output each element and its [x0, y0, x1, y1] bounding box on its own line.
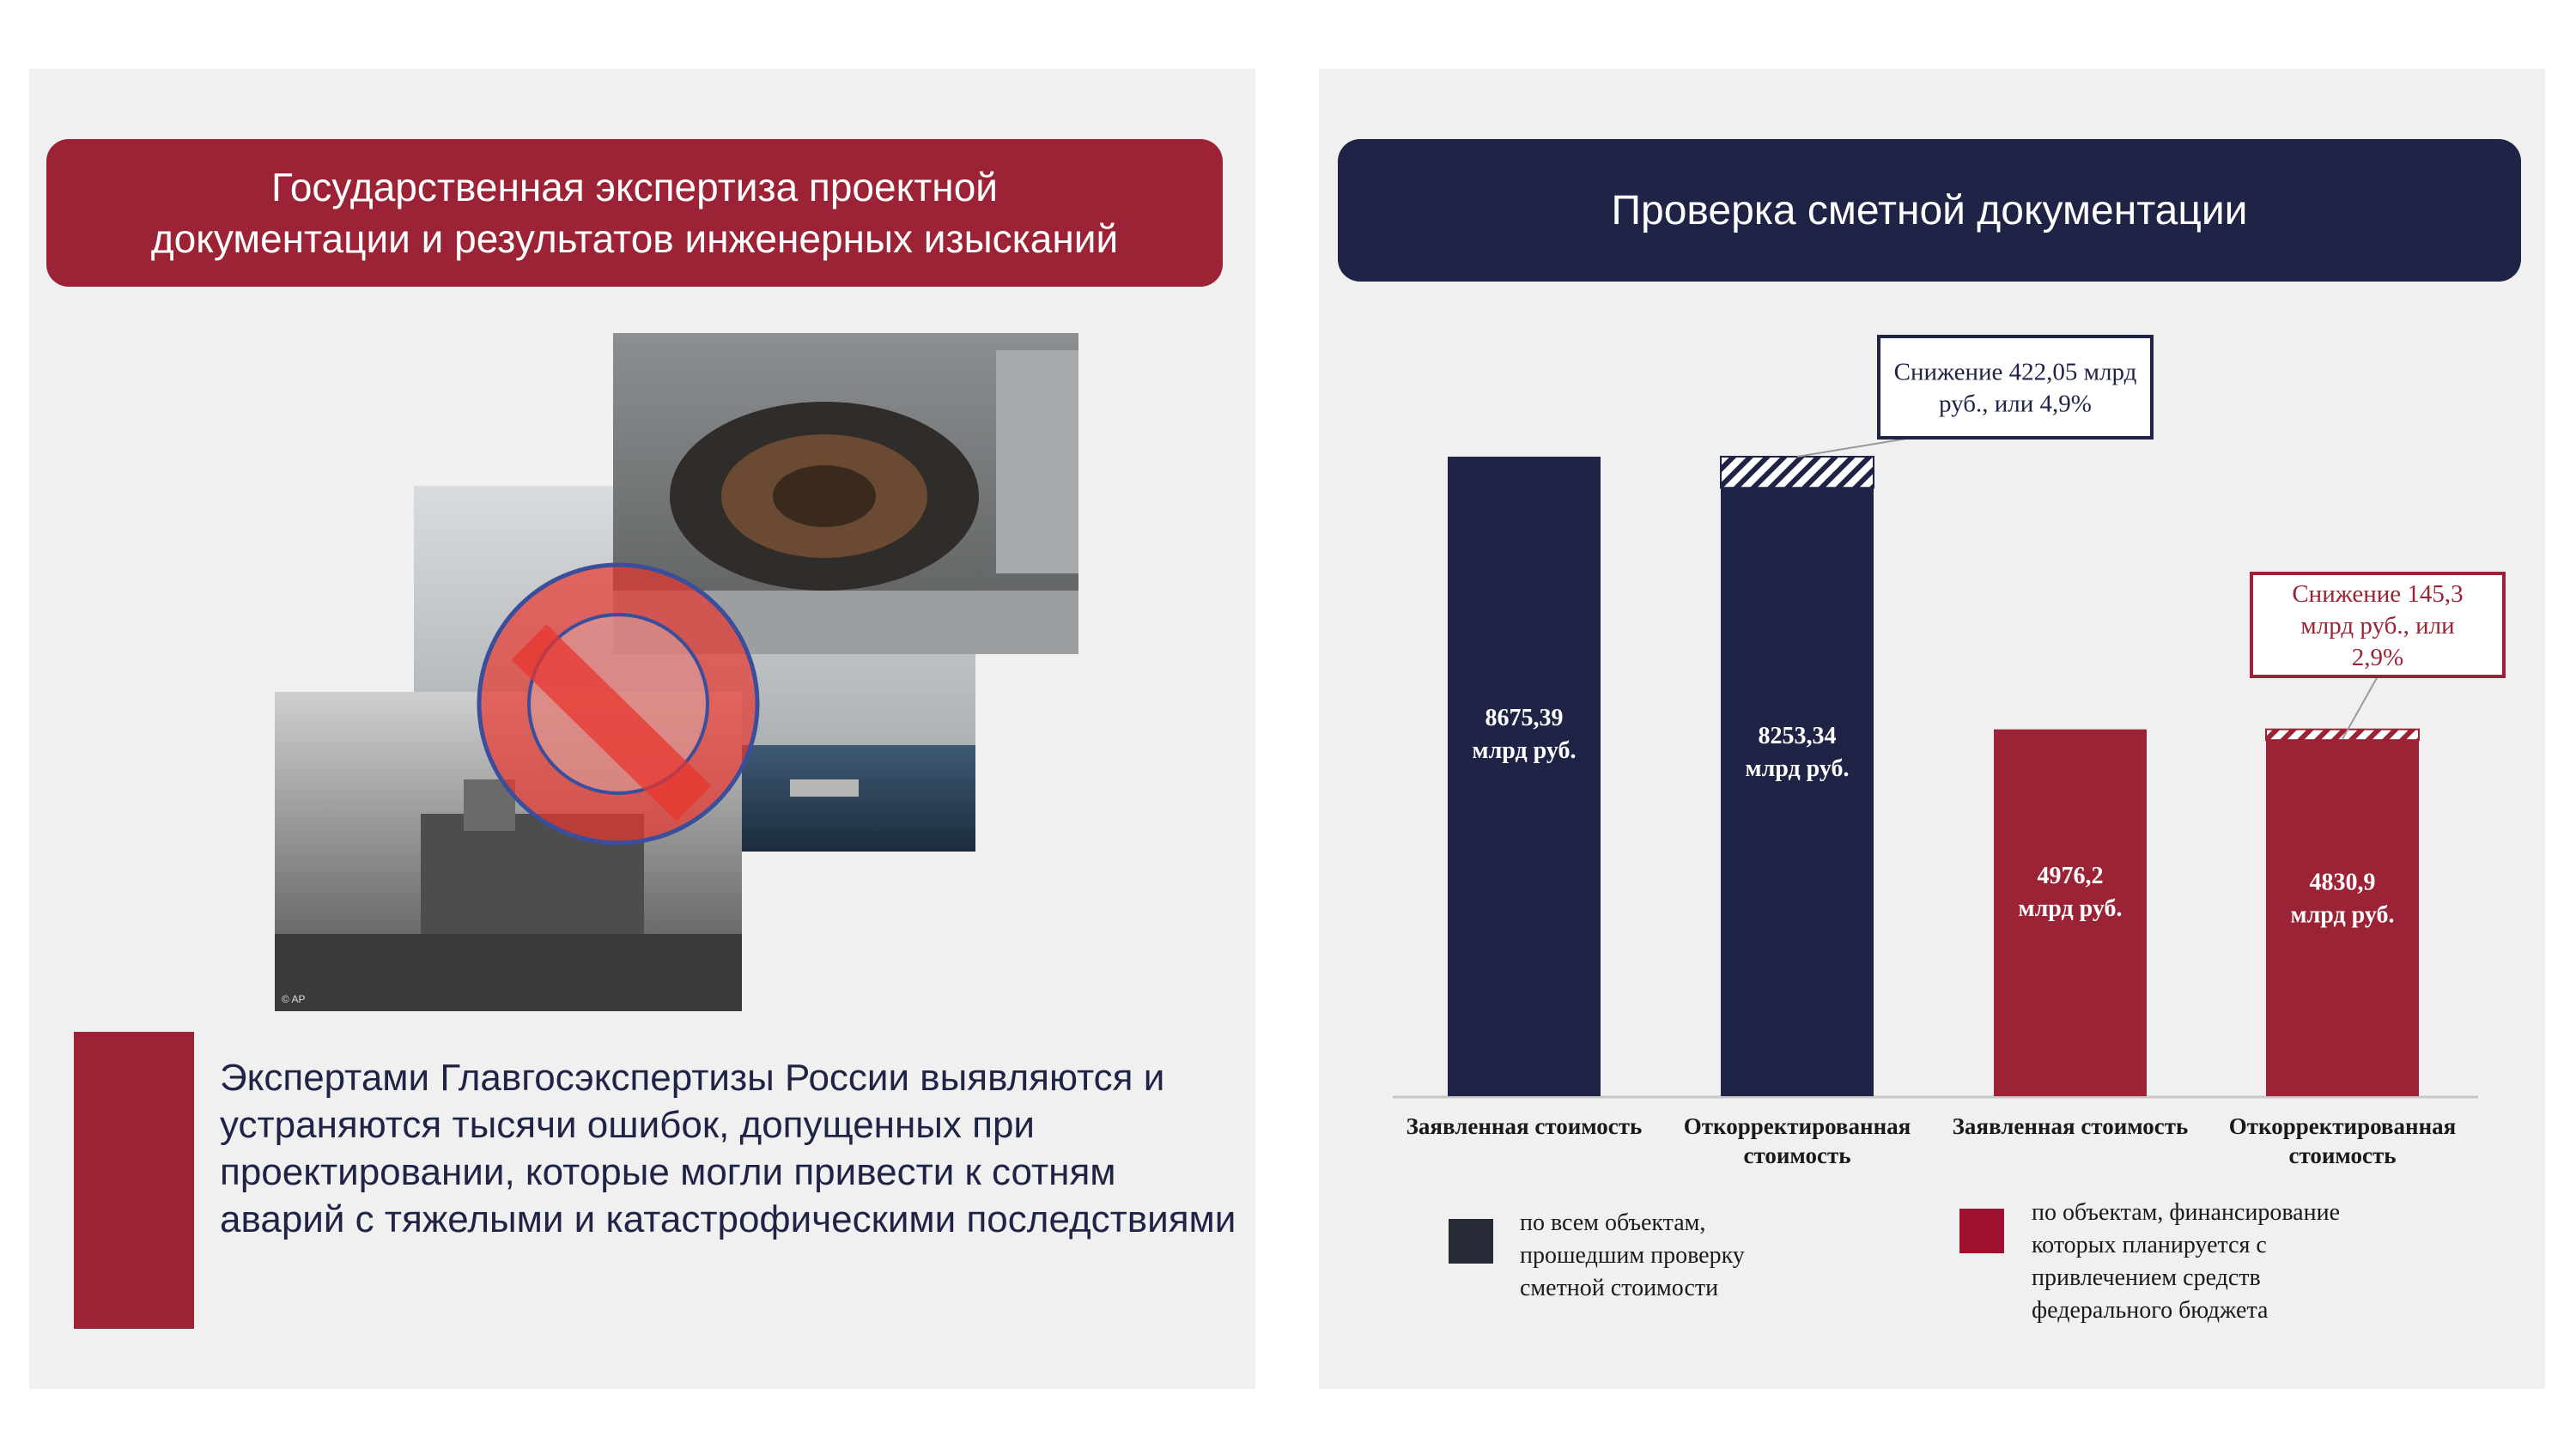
prohibition-icon: [479, 565, 757, 843]
expertise-header: [46, 139, 1223, 287]
bar-2: [1721, 488, 1874, 1096]
photo-caption: © AP: [282, 993, 306, 1005]
expertise-panel: [29, 69, 1255, 1389]
accident-photo-collage: [275, 333, 1078, 1011]
bar-unit-label-4: млрд руб.: [2290, 901, 2395, 929]
reduction-leader-1: [1797, 438, 1911, 457]
bar-1: [1448, 457, 1601, 1096]
bar-value-label-2: 8253,34: [1758, 722, 1837, 749]
bar-value-label-1: 8675,39: [1485, 704, 1564, 731]
bar-unit-label-2: млрд руб.: [1745, 755, 1850, 782]
expertise-header-line-2: документации и результатов инженерных изысканий: [150, 216, 1119, 261]
bar-value-label-3: 4976,2: [2037, 863, 2104, 890]
expertise-note: Экспертами Главгосэкспертизы России выявляются и устраняются тысячи ошибок, допущенных при проектировании, которые могли привести к сотням аварий с тяжелыми и катастрофическими последствиями: [220, 1057, 1236, 1240]
bar-value-label-4: 4830,9: [2309, 869, 2376, 896]
reduction-callout-text-1: Снижение 422,05 млрд руб., или 4,9%: [1893, 358, 2137, 418]
expertise-header-line-1: Государственная экспертиза проектной: [270, 165, 998, 209]
category-label-2: Откорректированная стоимость: [1683, 1113, 1911, 1168]
legend-swatch-federal: [1959, 1209, 2004, 1253]
note-accent-bar: [74, 1032, 194, 1329]
reduction-callout-text-2: Снижение 145,3 млрд руб., или 2,9%: [2292, 580, 2464, 671]
legend-label-federal: по объектам, финансирование которых планируется с привлечением средств федерального бюджета: [2032, 1199, 2341, 1324]
estimate-chart: [1319, 69, 2545, 1389]
category-label-3: Заявленная стоимость: [1952, 1113, 2189, 1139]
category-label-1: Заявленная стоимость: [1406, 1113, 1643, 1139]
legend-label-all: по всем объектам, прошедшим проверку сметной стоимости: [1520, 1210, 1745, 1301]
bar-unit-label-3: млрд руб.: [2018, 895, 2123, 923]
category-label-4: Откорректированная стоимость: [2228, 1113, 2457, 1168]
estimate-panel: [1319, 69, 2545, 1389]
reduction-segment-2: [1721, 457, 1874, 488]
bar-unit-label-1: млрд руб.: [1472, 737, 1577, 764]
legend-swatch-all: [1449, 1219, 1493, 1264]
collage-svg: [275, 333, 1078, 1011]
estimate-header-title: Проверка сметной документации: [1611, 187, 2248, 233]
reduction-callout-box-1: [1879, 336, 2152, 438]
